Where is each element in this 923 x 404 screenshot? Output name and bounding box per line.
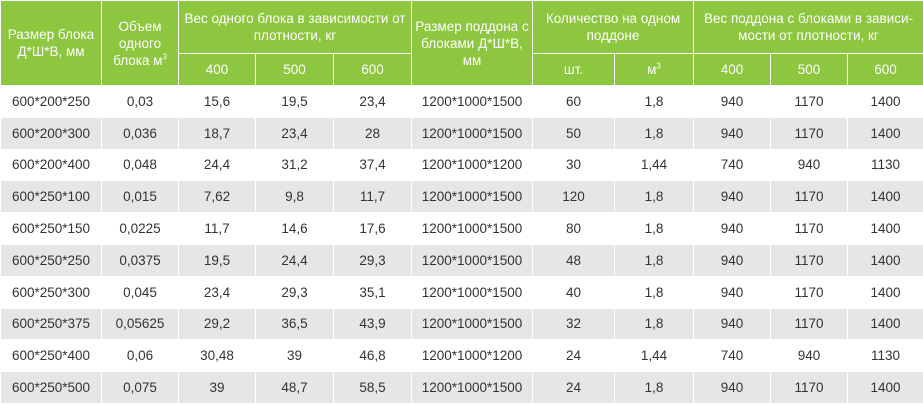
cell-weight-500: 9,8	[256, 181, 334, 213]
header-pallet-weight-400: 400	[694, 54, 771, 86]
cell-pallet-weight-600: 1400	[848, 213, 923, 245]
cell-weight-400: 30,48	[179, 340, 256, 372]
cell-volume: 0,0225	[102, 213, 179, 245]
cell-count-m3: 1,44	[615, 149, 694, 181]
cell-count-m3: 1,8	[615, 244, 694, 276]
cell-count-m3: 1,8	[615, 86, 694, 118]
cell-count-pcs: 80	[533, 213, 615, 245]
header-block-volume-sup: 3	[162, 52, 166, 61]
cell-volume: 0,048	[102, 149, 179, 181]
cell-block-size: 600*200*300	[1, 117, 102, 149]
cell-pallet-weight-600: 1130	[848, 149, 923, 181]
cell-block-size: 600*250*250	[1, 244, 102, 276]
header-pallet-weight-600: 600	[848, 54, 923, 86]
cell-weight-500: 39	[256, 340, 334, 372]
cell-weight-400: 18,7	[179, 117, 256, 149]
cell-block-size: 600*250*100	[1, 181, 102, 213]
cell-block-size: 600*250*375	[1, 308, 102, 340]
cell-weight-600: 58,5	[334, 372, 412, 404]
cell-pallet-size: 1200*1000*1200	[412, 340, 533, 372]
table-header	[1, 1, 923, 86]
cell-pallet-weight-500: 1170	[771, 244, 848, 276]
header-count-pcs: шт.	[533, 54, 615, 86]
header-pallet-weight-group: Вес поддона с блоками в зависи-мости от плотности, кг	[694, 1, 923, 54]
cell-count-m3: 1,8	[615, 276, 694, 308]
cell-pallet-weight-400: 940	[694, 308, 771, 340]
cell-pallet-weight-500: 1170	[771, 372, 848, 404]
cell-pallet-weight-400: 940	[694, 181, 771, 213]
header-block-volume-text: Объем одного блока м	[113, 19, 162, 68]
cell-pallet-size: 1200*1000*1500	[412, 181, 533, 213]
cell-pallet-weight-500: 940	[771, 149, 848, 181]
cell-pallet-size: 1200*1000*1500	[412, 213, 533, 245]
cell-volume: 0,03	[102, 86, 179, 118]
cell-weight-600: 28	[334, 117, 412, 149]
cell-weight-500: 31,2	[256, 149, 334, 181]
cell-pallet-size: 1200*1000*1500	[412, 308, 533, 340]
header-weight-400: 400	[179, 54, 256, 86]
table-row	[1, 117, 923, 149]
cell-pallet-size: 1200*1000*1500	[412, 117, 533, 149]
cell-pallet-weight-500: 1170	[771, 117, 848, 149]
table-body	[1, 86, 923, 404]
cell-pallet-weight-400: 740	[694, 340, 771, 372]
cell-weight-600: 29,3	[334, 244, 412, 276]
header-block-weight-group: Вес одного блока в зависимости от плотности, кг	[179, 1, 412, 54]
cell-volume: 0,0375	[102, 244, 179, 276]
cell-block-size: 600*250*400	[1, 340, 102, 372]
table-row	[1, 181, 923, 213]
header-count-m3-sup: 3	[656, 62, 660, 71]
cell-block-size: 600*250*300	[1, 276, 102, 308]
cell-weight-400: 19,5	[179, 244, 256, 276]
cell-count-m3: 1,8	[615, 181, 694, 213]
cell-count-m3: 1,44	[615, 340, 694, 372]
cell-block-size: 600*200*400	[1, 149, 102, 181]
cell-pallet-weight-600: 1400	[848, 117, 923, 149]
cell-pallet-size: 1200*1000*1500	[412, 276, 533, 308]
cell-weight-400: 29,2	[179, 308, 256, 340]
cell-block-size: 600*250*150	[1, 213, 102, 245]
cell-count-m3: 1,8	[615, 372, 694, 404]
cell-volume: 0,036	[102, 117, 179, 149]
cell-pallet-weight-400: 940	[694, 276, 771, 308]
header-block-size: Размер блока Д*Ш*В, мм	[1, 1, 102, 86]
cell-pallet-weight-400: 940	[694, 86, 771, 118]
cell-count-pcs: 120	[533, 181, 615, 213]
cell-pallet-size: 1200*1000*1200	[412, 149, 533, 181]
cell-count-m3: 1,8	[615, 117, 694, 149]
cell-weight-400: 39	[179, 372, 256, 404]
cell-pallet-weight-600: 1400	[848, 276, 923, 308]
cell-block-size: 600*250*500	[1, 372, 102, 404]
table-row	[1, 244, 923, 276]
table-row	[1, 372, 923, 404]
cell-count-pcs: 48	[533, 244, 615, 276]
cell-pallet-weight-500: 1170	[771, 308, 848, 340]
table-row	[1, 213, 923, 245]
cell-weight-400: 23,4	[179, 276, 256, 308]
cell-count-pcs: 24	[533, 340, 615, 372]
cell-weight-500: 48,7	[256, 372, 334, 404]
cell-pallet-weight-500: 1170	[771, 276, 848, 308]
cell-pallet-weight-500: 1170	[771, 181, 848, 213]
cell-pallet-weight-400: 940	[694, 117, 771, 149]
cell-pallet-weight-500: 1170	[771, 86, 848, 118]
cell-weight-500: 19,5	[256, 86, 334, 118]
table-row	[1, 86, 923, 118]
cell-weight-500: 24,4	[256, 244, 334, 276]
cell-pallet-weight-600: 1400	[848, 372, 923, 404]
cell-count-pcs: 24	[533, 372, 615, 404]
header-pallet-size: Размер поддона с блоками Д*Ш*В, мм	[412, 1, 533, 86]
table-row	[1, 276, 923, 308]
cell-pallet-weight-400: 940	[694, 213, 771, 245]
cell-weight-400: 7,62	[179, 181, 256, 213]
cell-pallet-size: 1200*1000*1500	[412, 244, 533, 276]
cell-weight-600: 37,4	[334, 149, 412, 181]
cell-pallet-size: 1200*1000*1500	[412, 86, 533, 118]
cell-weight-600: 11,7	[334, 181, 412, 213]
cell-weight-500: 36,5	[256, 308, 334, 340]
cell-pallet-weight-400: 940	[694, 244, 771, 276]
cell-count-pcs: 30	[533, 149, 615, 181]
cell-weight-400: 11,7	[179, 213, 256, 245]
header-count-m3-text: м	[647, 62, 656, 77]
cell-weight-400: 15,6	[179, 86, 256, 118]
header-block-volume	[102, 1, 179, 86]
cell-volume: 0,045	[102, 276, 179, 308]
cell-pallet-weight-600: 1400	[848, 86, 923, 118]
cell-weight-500: 23,4	[256, 117, 334, 149]
cell-volume: 0,015	[102, 181, 179, 213]
cell-weight-600: 43,9	[334, 308, 412, 340]
header-count-m3	[615, 54, 694, 86]
cell-count-pcs: 32	[533, 308, 615, 340]
cell-count-pcs: 40	[533, 276, 615, 308]
cell-pallet-weight-600: 1400	[848, 308, 923, 340]
cell-weight-600: 35,1	[334, 276, 412, 308]
cell-pallet-weight-400: 740	[694, 149, 771, 181]
table-row	[1, 308, 923, 340]
table-row	[1, 149, 923, 181]
cell-pallet-weight-400: 940	[694, 372, 771, 404]
table-row	[1, 340, 923, 372]
cell-volume: 0,06	[102, 340, 179, 372]
cell-weight-400: 24,4	[179, 149, 256, 181]
cell-count-m3: 1,8	[615, 308, 694, 340]
header-count-group: Количество на одном поддоне	[533, 1, 694, 54]
header-pallet-weight-500: 500	[771, 54, 848, 86]
cell-pallet-weight-500: 940	[771, 340, 848, 372]
cell-pallet-weight-600: 1400	[848, 181, 923, 213]
cell-weight-600: 23,4	[334, 86, 412, 118]
header-weight-500: 500	[256, 54, 334, 86]
cell-pallet-weight-500: 1170	[771, 213, 848, 245]
header-weight-600: 600	[334, 54, 412, 86]
cell-count-pcs: 50	[533, 117, 615, 149]
cell-weight-500: 29,3	[256, 276, 334, 308]
cell-block-size: 600*200*250	[1, 86, 102, 118]
cell-count-m3: 1,8	[615, 213, 694, 245]
cell-volume: 0,075	[102, 372, 179, 404]
cell-weight-600: 17,6	[334, 213, 412, 245]
cell-count-pcs: 60	[533, 86, 615, 118]
cell-weight-500: 14,6	[256, 213, 334, 245]
cell-volume: 0,05625	[102, 308, 179, 340]
cell-weight-600: 46,8	[334, 340, 412, 372]
cell-pallet-weight-600: 1400	[848, 244, 923, 276]
cell-pallet-weight-600: 1130	[848, 340, 923, 372]
cell-pallet-size: 1200*1000*1500	[412, 372, 533, 404]
